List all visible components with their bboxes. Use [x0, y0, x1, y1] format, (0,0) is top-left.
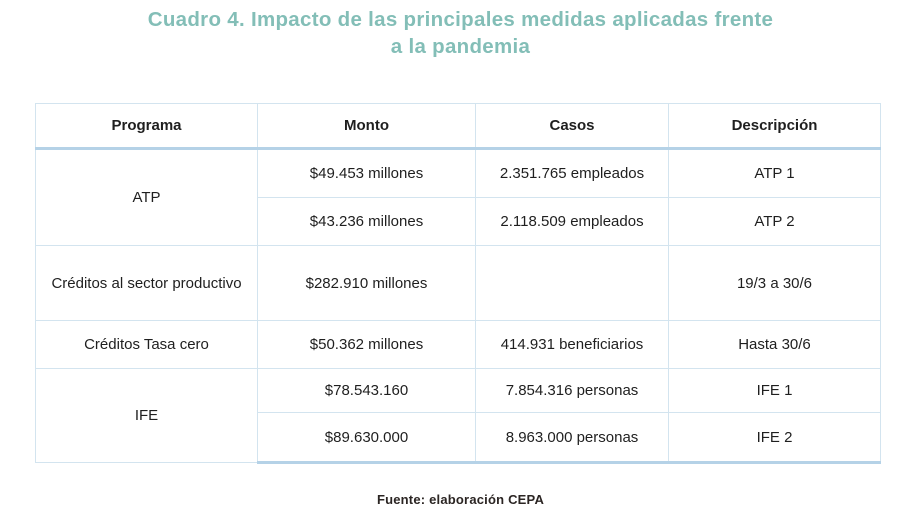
figure-title: [0, 6, 921, 60]
cell-programa-creditos-sector: Créditos al sector productivo: [36, 246, 258, 321]
figure-title-line1: Cuadro 4. Impacto de las principales medidas aplicadas frente: [147, 8, 774, 31]
cell-monto-atp-1: $49.453 millones: [258, 149, 476, 198]
cell-casos-ife-2: 8.963.000 personas: [476, 413, 669, 463]
source-note: Fuente: elaboración CEPA: [376, 492, 545, 507]
column-header-programa: Programa: [36, 104, 258, 149]
cell-casos-atp-1: 2.351.765 empleados: [476, 149, 669, 198]
table-header-row: [36, 104, 881, 149]
cell-descripcion-atp-2: ATP 2: [669, 198, 881, 246]
column-header-descripcion: Descripción: [669, 104, 881, 149]
cell-descripcion-atp-1: ATP 1: [669, 149, 881, 198]
cell-descripcion-tasa-cero: Hasta 30/6: [669, 321, 881, 369]
table-row-creditos-sector-productivo: [36, 246, 881, 321]
cell-monto-ife-1: $78.543.160: [258, 369, 476, 413]
cell-programa-ife: IFE: [36, 369, 258, 463]
cell-programa-atp: ATP: [36, 149, 258, 246]
column-header-monto: Monto: [258, 104, 476, 149]
cell-casos-ife-1: 7.854.316 personas: [476, 369, 669, 413]
column-header-casos: Casos: [476, 104, 669, 149]
cell-descripcion-ife-1: IFE 1: [669, 369, 881, 413]
cell-monto-atp-2: $43.236 millones: [258, 198, 476, 246]
cell-monto-tasa-cero: $50.362 millones: [258, 321, 476, 369]
cell-descripcion-creditos-sector: 19/3 a 30/6: [669, 246, 881, 321]
table-row-atp-1: [36, 149, 881, 198]
table-row-creditos-tasa-cero: [36, 321, 881, 369]
cell-descripcion-ife-2: IFE 2: [669, 413, 881, 463]
cell-programa-tasa-cero: Créditos Tasa cero: [36, 321, 258, 369]
table-row-ife-1: [36, 369, 881, 413]
figure-title-line2: a la pandemia: [390, 35, 531, 58]
cell-casos-tasa-cero: 414.931 beneficiarios: [476, 321, 669, 369]
cell-casos-creditos-sector: [476, 246, 669, 321]
impact-table: [35, 103, 881, 464]
cell-monto-creditos-sector: $282.910 millones: [258, 246, 476, 321]
cell-casos-atp-2: 2.118.509 empleados: [476, 198, 669, 246]
cell-monto-ife-2: $89.630.000: [258, 413, 476, 463]
